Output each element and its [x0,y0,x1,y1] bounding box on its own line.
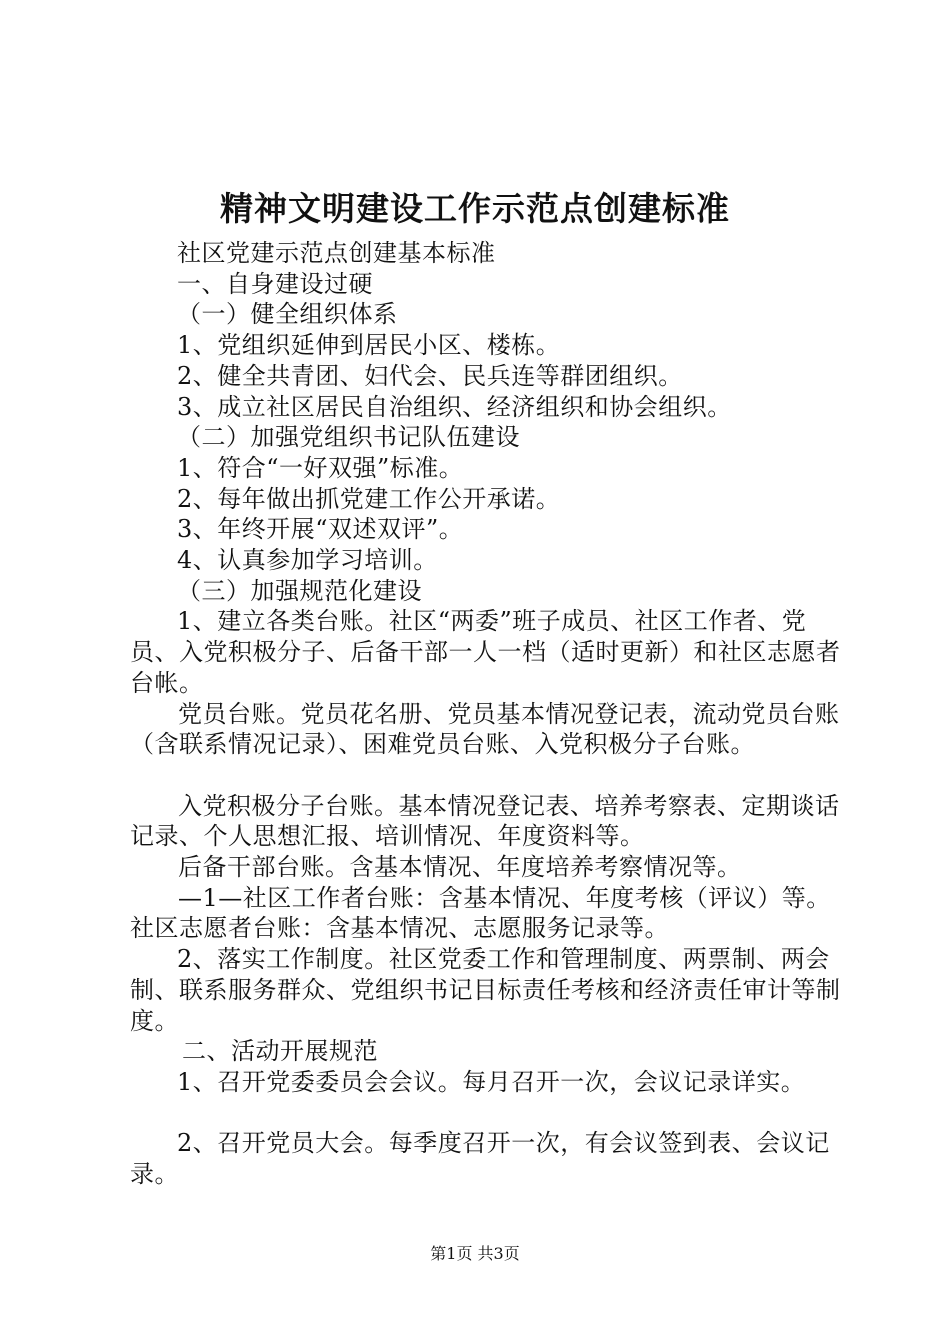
paragraph: 党员台账。党员花名册、党员基本情况登记表，流动党员台账（含联系情况记录）、困难党员台账、入党积极分子台账。 [130,699,840,759]
paragraph: —1—社区工作者台账：含基本情况、年度考核（评议）等。社区志愿者台账：含基本情况、志愿服务记录等。 [130,883,831,943]
paragraph: 2、召开党员大会。每季度召开一次，有会议签到表、会议记录。 [130,1129,830,1189]
paragraph: 4、认真参加学习培训。 [177,546,438,575]
paragraph: 1、召开党委委员会会议。每月召开一次，会议记录详实。 [177,1067,806,1096]
paragraph: 2、健全共青团、妇代会、民兵连等群团组织。 [177,361,683,390]
paragraph: 1、符合“一好双强”标准。 [177,453,464,482]
paragraph: 入党积极分子台账。基本情况登记表、培养考察表、定期谈话记录、个人思想汇报、培训情况、年度资料等。 [130,791,840,851]
paragraph: （一）健全组织体系 [177,300,398,329]
paragraph: 一、自身建设过硬 [177,269,373,298]
paragraph: （二）加强党组织书记队伍建设 [177,423,520,452]
paragraph: 社区党建示范点创建基本标准 [177,239,496,267]
paragraph: 2、每年做出抓党建工作公开承诺。 [177,484,561,513]
page-footer: 第1页 共3页 [430,1244,520,1263]
paragraph-spacer [130,760,850,791]
paragraph: 1、建立各类台账。社区“两委”班子成员、社区工作者、党员、入党积极分子、后备干部一人一档（适时更新）和社区志愿者台帐。 [130,607,841,697]
paragraph: （三）加强规范化建设 [177,576,422,605]
paragraph: 3、年终开展“双述双评”。 [177,515,464,544]
paragraph: 后备干部台账。含基本情况、年度培养考察情况等。 [178,853,742,882]
document-title: 精神文明建设工作示范点创建标准 [220,189,730,228]
paragraph: 3、成立社区居民自治组织、经济组织和协会组织。 [177,392,732,421]
paragraph: 二、活动开展规范 [182,1037,378,1066]
paragraph: 1、党组织延伸到居民小区、楼栋。 [177,331,561,360]
paragraph: 2、落实工作制度。社区党委工作和管理制度、两票制、两会制、联系服务群众、党组织书记目标责任考核和经济责任审计等制度。 [130,945,841,1035]
paragraph-spacer [130,1098,850,1129]
document-body [130,238,850,1190]
